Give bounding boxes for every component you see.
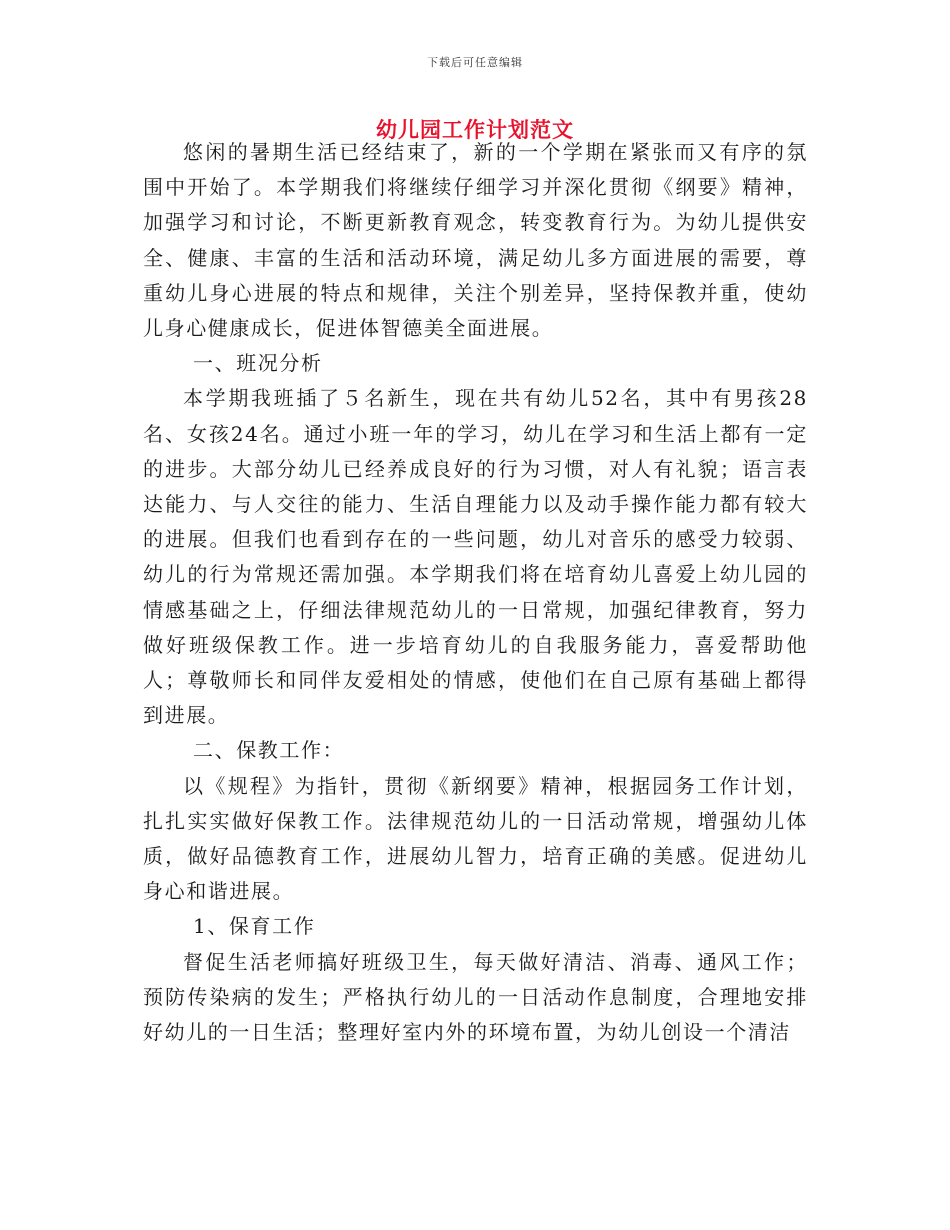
subsection-heading-care-work: 1、保育工作 — [193, 914, 316, 939]
document-title: 幼儿园工作计划范文 — [376, 117, 574, 142]
paragraph-care-education: 以《规程》为指针，贯彻《新纲要》精神，根据园务工作计划，扎扎实实做好保教工作。法律规范幼儿的一日活动常规，增强幼儿体质，做好品德教育工作，进展幼儿智力，培育正确的美感。促进幼儿身心和谐进展。 — [143, 773, 808, 904]
document-body — [143, 135, 808, 1050]
header-note: 下载后可任意编辑 — [427, 56, 523, 69]
section-heading-class-analysis: 一、班况分析 — [193, 351, 323, 376]
paragraph-class-analysis: 本学期我班插了５名新生，现在共有幼儿52名，其中有男孩28名、女孩24名。通过小班一年的学习，幼儿在学习和生活上都有一定的进步。大部分幼儿已经养成良好的行为习惯，对人有礼貌；语言表达能力、与人交往的能力、生活自理能力以及动手操作能力都有较大的进展。但我们也看到存在的一些问题，幼儿对音乐的感受力较弱、幼儿的行为常规还需加强。本学期我们将在培育幼儿喜爱上幼儿园的情感基础之上，仔细法律规范幼儿的一日常规，加强纪律教育，努力做好班级保教工作。进一步培育幼儿的自我服务能力，喜爱帮助他人；尊敬师长和同伴友爱相处的情感，使他们在自己原有基础上都得到进展。 — [143, 386, 808, 728]
section-heading-care-education: 二、保教工作： — [193, 738, 345, 763]
paragraph-care-work: 督促生活老师搞好班级卫生，每天做好清洁、消毒、通风工作；预防传染病的发生；严格执行幼儿的一日活动作息制度，合理地安排好幼儿的一日生活；整理好室内外的环境布置，为幼儿创设一个清洁 — [143, 949, 808, 1045]
paragraph-intro: 悠闲的暑期生活已经结束了，新的一个学期在紧张而又有序的氛围中开始了。本学期我们将继续仔细学习并深化贯彻《纲要》精神，加强学习和讨论，不断更新教育观念，转变教育行为。为幼儿提供安全、健康、丰富的生活和活动环境，满足幼儿多方面进展的需要，尊重幼儿身心进展的特点和规律，关注个别差异，坚持保教并重，使幼儿身心健康成长，促进体智德美全面进展。 — [143, 140, 808, 341]
